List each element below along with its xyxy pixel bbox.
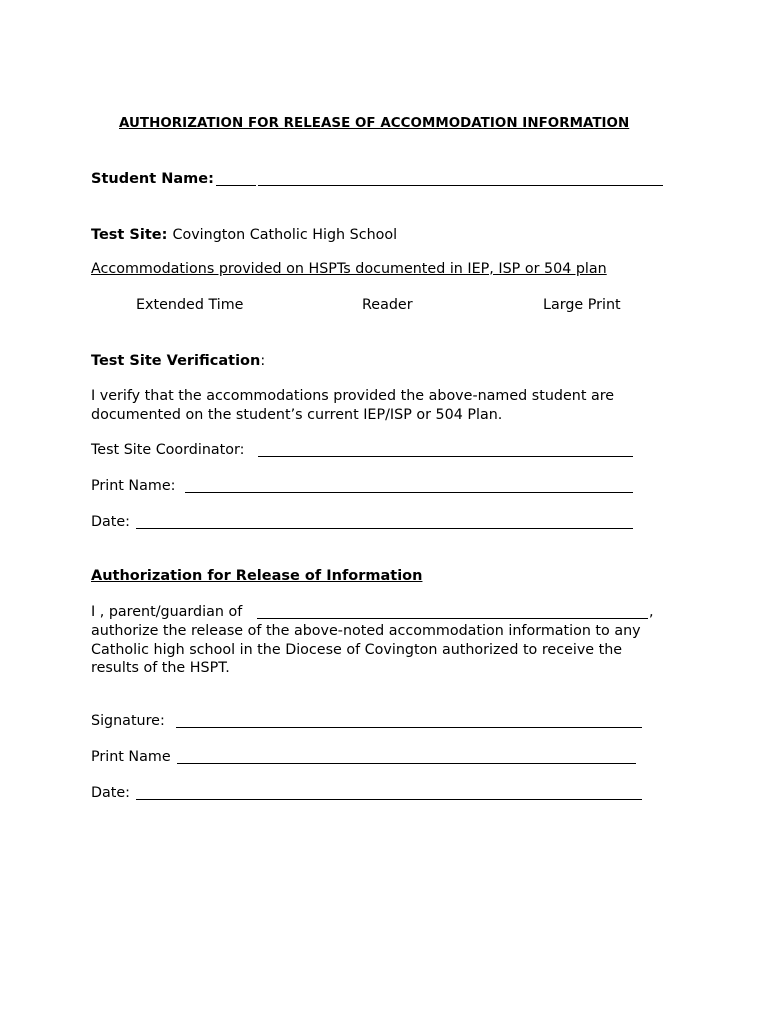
option-large-print[interactable]: Large Print (543, 297, 621, 313)
release-print-name-label: Print Name (91, 749, 171, 765)
verification-print-name-label: Print Name: (91, 478, 176, 494)
verification-statement (91, 387, 614, 424)
coordinator-label: Test Site Coordinator: (91, 442, 245, 458)
test-site-label: Test Site: (91, 227, 168, 243)
signature-label: Signature: (91, 713, 165, 729)
verification-heading: Test Site Verification (91, 353, 261, 369)
verification-date-field[interactable] (136, 528, 633, 529)
parent-student-field[interactable] (257, 618, 648, 619)
verification-date-label: Date: (91, 514, 130, 530)
parent-label: I , parent/guardian of (91, 604, 243, 620)
option-reader[interactable]: Reader (362, 297, 413, 313)
student-name-label: Student Name: (91, 171, 214, 187)
accommodations-heading: Accommodations provided on HSPTs documented in IEP, ISP or 504 plan (91, 261, 607, 277)
release-statement-line-3: results of the HSPT. (91, 660, 230, 676)
document-title: AUTHORIZATION FOR RELEASE OF ACCOMMODATION INFORMATION (119, 116, 630, 131)
verification-heading-colon: : (260, 353, 266, 369)
release-statement-line-1: authorize the release of the above-noted accommodation information to any (91, 623, 641, 639)
verification-print-name-field[interactable] (185, 492, 633, 493)
verification-statement-line-2: documented on the student’s current IEP/ISP or 504 Plan. (91, 406, 503, 423)
test-site-row (91, 226, 397, 243)
release-statement-line-2: Catholic high school in the Diocese of Covington authorized to receive the (91, 641, 623, 658)
release-date-label: Date: (91, 785, 130, 801)
test-site-value: Covington Catholic High School (172, 227, 398, 243)
coordinator-field[interactable] (258, 456, 633, 457)
verification-heading-row (91, 352, 265, 369)
option-extended-time[interactable]: Extended Time (136, 297, 244, 313)
release-print-name-field[interactable] (177, 763, 636, 764)
student-name-field[interactable] (258, 185, 663, 186)
verification-statement-line-1: I verify that the accommodations provided the above-named student are (91, 388, 615, 404)
release-statement (91, 622, 641, 678)
signature-field[interactable] (176, 727, 642, 728)
student-name-line-short (216, 185, 256, 186)
release-heading: Authorization for Release of Information (91, 568, 423, 584)
parent-comma: , (649, 604, 654, 620)
release-date-field[interactable] (136, 799, 642, 800)
